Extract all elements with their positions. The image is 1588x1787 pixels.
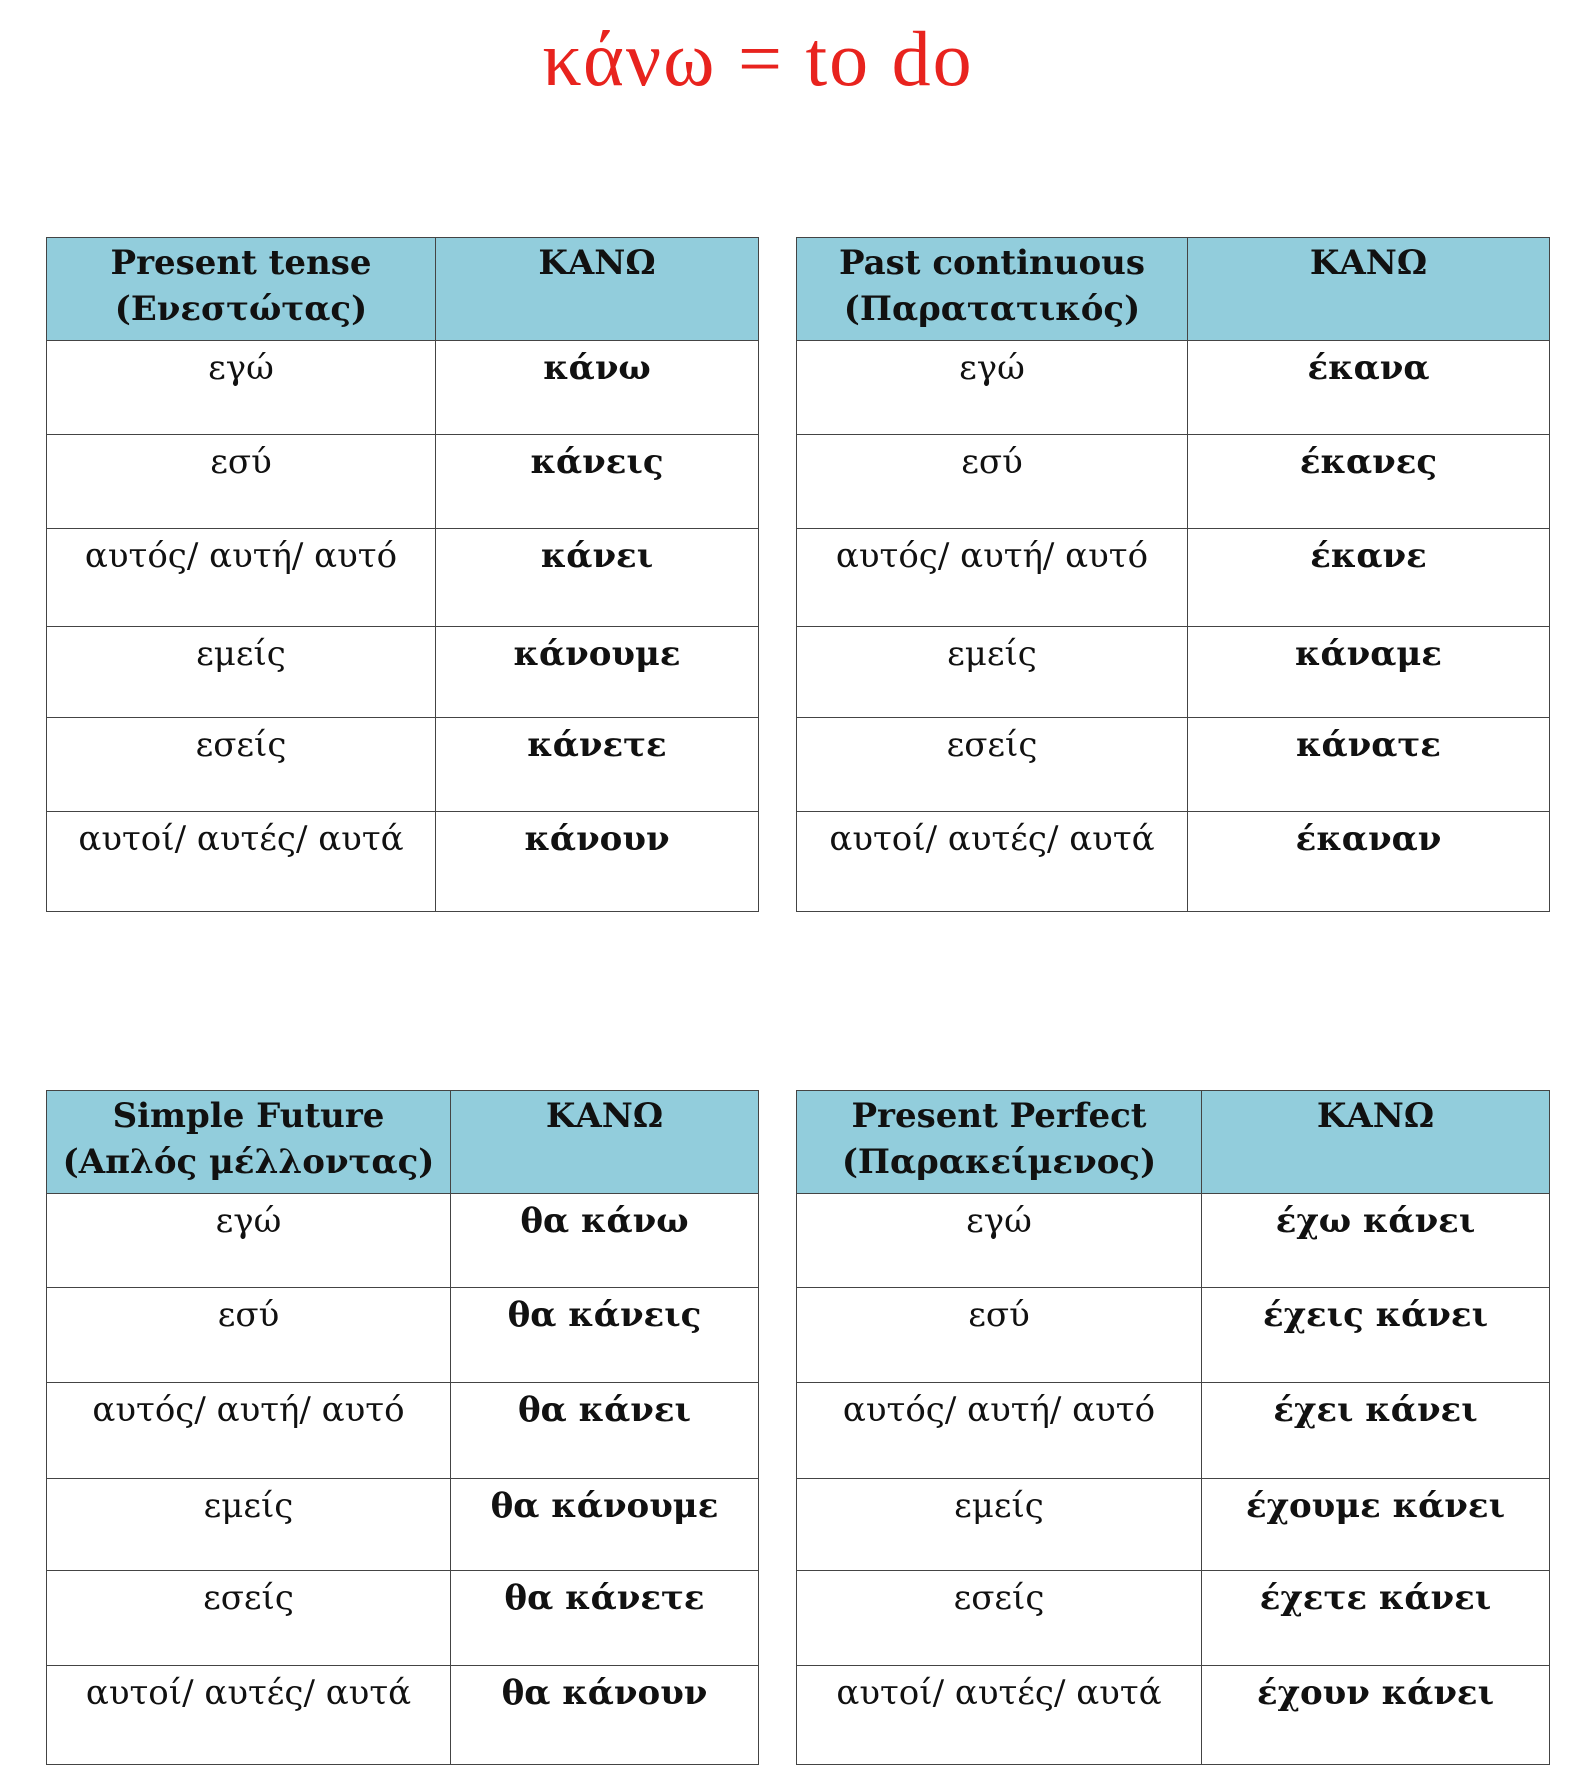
pronoun-cell: αυτοί/ αυτές/ αυτά (797, 812, 1188, 912)
table-row (797, 1571, 1550, 1666)
verb-form-cell: κάνατε (1188, 718, 1550, 812)
pronoun-cell: εγώ (797, 1194, 1202, 1288)
table-header-row (797, 238, 1550, 341)
table-row (47, 812, 759, 912)
table-row (797, 718, 1550, 812)
pronoun-cell: εμείς (797, 1479, 1202, 1571)
pronoun-cell: εγώ (797, 341, 1188, 435)
table-row (47, 529, 759, 627)
tense-name: Simple Future (112, 1096, 385, 1136)
pronoun-cell: αυτός/ αυτή/ αυτό (797, 1383, 1202, 1479)
conjugation-table (796, 237, 1550, 912)
verb-form-cell: έκαναν (1188, 812, 1550, 912)
verb-header: ΚΑΝΩ (436, 238, 759, 341)
table-header-row (47, 1091, 759, 1194)
verb-header: ΚΑΝΩ (1202, 1091, 1550, 1194)
table-row (47, 627, 759, 718)
verb-form-cell: θα κάνετε (451, 1571, 759, 1666)
pronoun-cell: εσύ (797, 435, 1188, 529)
table-row (47, 1479, 759, 1571)
tense-greek-name: (Ενεστώτας) (114, 289, 368, 329)
verb-form-cell: κάνει (436, 529, 759, 627)
pronoun-cell: εμείς (47, 627, 436, 718)
table-row (47, 1288, 759, 1383)
table-row (47, 1383, 759, 1479)
tense-header (797, 1091, 1202, 1194)
verb-header: ΚΑΝΩ (451, 1091, 759, 1194)
verb-form-cell: έκανε (1188, 529, 1550, 627)
table-row (797, 627, 1550, 718)
tense-name: Present tense (110, 243, 372, 283)
verb-form-cell: έχουν κάνει (1202, 1666, 1550, 1765)
pronoun-cell: εσείς (797, 1571, 1202, 1666)
table-row (797, 1383, 1550, 1479)
verb-form-cell: κάνουμε (436, 627, 759, 718)
table-row (797, 435, 1550, 529)
conjugation-table (46, 237, 759, 912)
verb-form-cell: θα κάνω (451, 1194, 759, 1288)
table-row (47, 341, 759, 435)
conjugation-table (46, 1090, 759, 1765)
verb-form-cell: θα κάνει (451, 1383, 759, 1479)
verb-form-cell: κάνω (436, 341, 759, 435)
verb-form-cell: έχεις κάνει (1202, 1288, 1550, 1383)
tense-name: Past continuous (838, 243, 1146, 283)
verb-form-cell: έκανες (1188, 435, 1550, 529)
verb-form-cell: έχετε κάνει (1202, 1571, 1550, 1666)
pronoun-cell: εσείς (47, 718, 436, 812)
table-row (797, 1666, 1550, 1765)
table-row (47, 1571, 759, 1666)
tense-name: Present Perfect (851, 1096, 1147, 1136)
pronoun-cell: εσύ (797, 1288, 1202, 1383)
verb-header: ΚΑΝΩ (1188, 238, 1550, 341)
pronoun-cell: εσείς (47, 1571, 451, 1666)
table-row (797, 812, 1550, 912)
tense-header (47, 1091, 451, 1194)
pronoun-cell: αυτοί/ αυτές/ αυτά (47, 1666, 451, 1765)
table-row (47, 1666, 759, 1765)
verb-form-cell: κάνεις (436, 435, 759, 529)
tense-header (47, 238, 436, 341)
verb-form-cell: κάναμε (1188, 627, 1550, 718)
pronoun-cell: εσύ (47, 1288, 451, 1383)
table-header-row (797, 1091, 1550, 1194)
table-row (47, 435, 759, 529)
page-title: κάνω = to do (542, 15, 974, 102)
verb-form-cell: κάνετε (436, 718, 759, 812)
table-row (797, 1479, 1550, 1571)
pronoun-cell: εσείς (797, 718, 1188, 812)
pronoun-cell: αυτός/ αυτή/ αυτό (47, 1383, 451, 1479)
table-row (47, 1194, 759, 1288)
table-row (797, 1194, 1550, 1288)
pronoun-cell: εμείς (797, 627, 1188, 718)
pronoun-cell: εγώ (47, 341, 436, 435)
pronoun-cell: εγώ (47, 1194, 451, 1288)
tense-header (797, 238, 1188, 341)
verb-form-cell: έχω κάνει (1202, 1194, 1550, 1288)
table-row (797, 529, 1550, 627)
verb-form-cell: έχουμε κάνει (1202, 1479, 1550, 1571)
verb-form-cell: έκανα (1188, 341, 1550, 435)
table-header-row (47, 238, 759, 341)
pronoun-cell: αυτός/ αυτή/ αυτό (47, 529, 436, 627)
pronoun-cell: αυτός/ αυτή/ αυτό (797, 529, 1188, 627)
tense-greek-name: (Παρακείμενος) (841, 1142, 1157, 1182)
pronoun-cell: αυτοί/ αυτές/ αυτά (47, 812, 436, 912)
verb-form-cell: θα κάνουν (451, 1666, 759, 1765)
pronoun-cell: αυτοί/ αυτές/ αυτά (797, 1666, 1202, 1765)
tense-greek-name: (Απλός μέλλοντας) (62, 1142, 435, 1182)
table-row (797, 341, 1550, 435)
verb-form-cell: θα κάνουμε (451, 1479, 759, 1571)
verb-form-cell: κάνουν (436, 812, 759, 912)
table-row (47, 718, 759, 812)
tense-greek-name: (Παρατατικός) (843, 289, 1141, 329)
pronoun-cell: εσύ (47, 435, 436, 529)
verb-form-cell: έχει κάνει (1202, 1383, 1550, 1479)
verb-form-cell: θα κάνεις (451, 1288, 759, 1383)
pronoun-cell: εμείς (47, 1479, 451, 1571)
conjugation-table (796, 1090, 1550, 1765)
table-row (797, 1288, 1550, 1383)
